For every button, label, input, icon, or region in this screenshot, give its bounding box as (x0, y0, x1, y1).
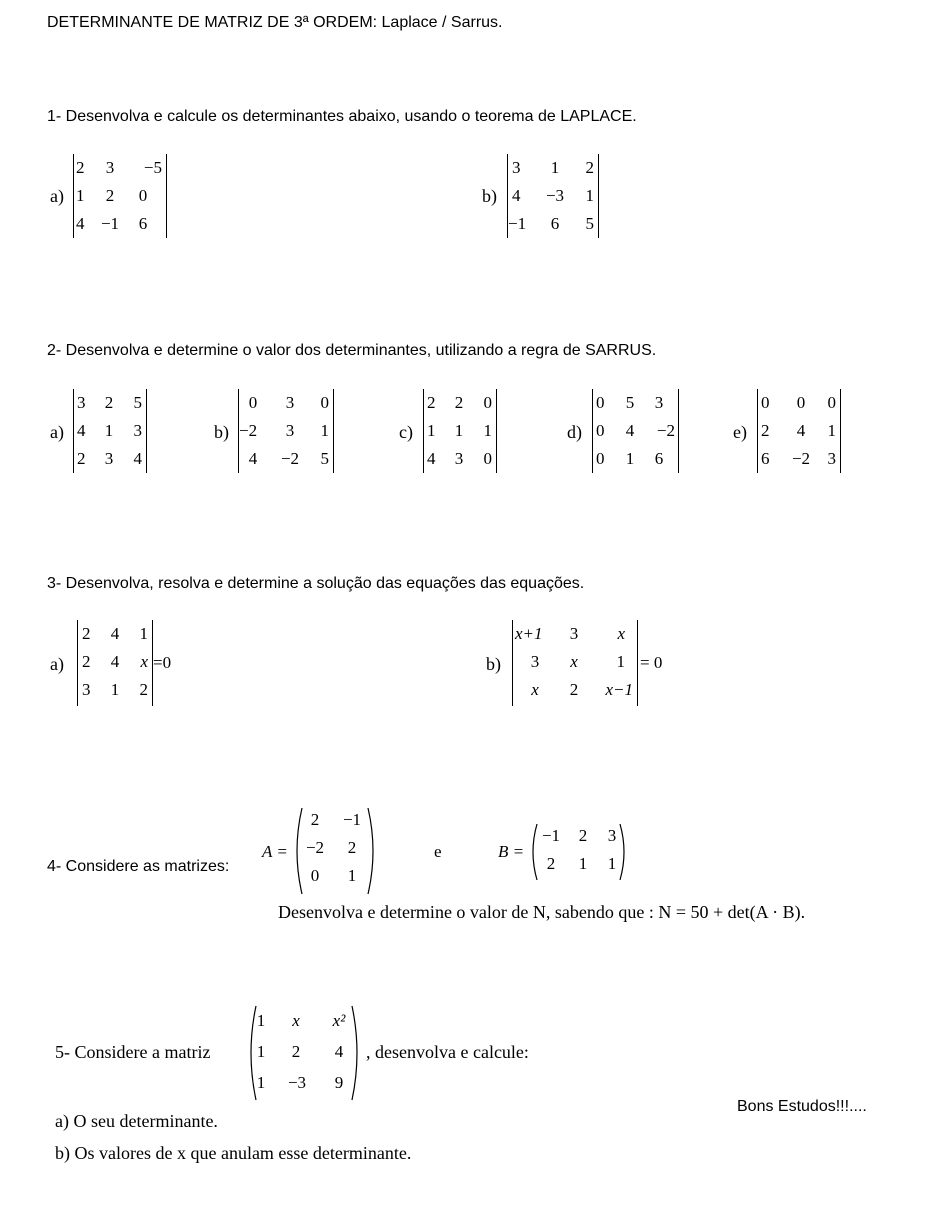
matrix-b-name: B = (498, 842, 525, 861)
matrix-cell: 3 (104, 449, 114, 468)
matrix-a (300, 806, 370, 890)
matrix-cell: 0 (483, 393, 492, 412)
matrix-q5 (254, 1007, 356, 1097)
matrix-cell: −3 (287, 1073, 307, 1092)
question-2-text: 2- Desenvolva e determine o valor dos determinantes, utilizando a regra de SARRUS. (47, 342, 657, 359)
matrix-cell: x (570, 652, 578, 671)
matrix-cell: x (292, 1011, 300, 1030)
matrix-cell: 2 (105, 186, 115, 205)
matrix-cell: x (617, 624, 625, 643)
matrix-cell: 1 (616, 652, 625, 671)
matrix-cell: −1 (100, 214, 120, 233)
matrix-cell: 4 (512, 186, 521, 205)
q3a-equals: =0 (153, 653, 172, 672)
matrix-cell: 0 (248, 393, 258, 412)
matrix-cell: 0 (761, 393, 770, 412)
matrix-cell: 1 (625, 449, 635, 468)
matrix-cell: 1 (347, 866, 357, 885)
matrix-cell: 2 (427, 393, 436, 412)
matrix-cell: 3 (827, 449, 836, 468)
matrix-cell: 2 (546, 854, 556, 873)
matrix-cell: 2 (291, 1042, 301, 1061)
matrix-cell: 0 (827, 393, 836, 412)
matrix-cell: 0 (596, 421, 605, 440)
matrix-cell: −3 (545, 186, 565, 205)
matrix-cell: 1 (827, 421, 836, 440)
matrix-cell: 4 (133, 449, 142, 468)
matrix-cell: −1 (342, 810, 362, 829)
matrix-cell: 6 (138, 214, 148, 233)
matrix-cell: 2 (578, 826, 588, 845)
matrix-cell: 5 (625, 393, 635, 412)
matrix-cell: 1 (76, 186, 85, 205)
q1b-label: b) (482, 186, 497, 206)
matrix-cell: 0 (320, 393, 329, 412)
matrix-cell: 1 (320, 421, 329, 440)
matrix-cell: 2 (761, 421, 770, 440)
matrix-cell: 4 (625, 421, 635, 440)
question-5-part-b: b) Os valores de x que anulam esse determinante. (55, 1143, 412, 1163)
matrix-cell: 4 (77, 421, 86, 440)
matrix-cell: x+1 (515, 624, 543, 643)
page-title: DETERMINANTE DE MATRIZ DE 3ª ORDEM: Laplace / Sarrus. (47, 14, 503, 31)
matrix-cell: 3 (454, 449, 464, 468)
matrix-cell: 2 (347, 838, 357, 857)
connector-e: e (434, 842, 442, 861)
matrix-cell: 3 (82, 680, 91, 699)
q3b-label: b) (486, 654, 501, 674)
q1b-determinant (507, 154, 599, 238)
q2c-label: c) (399, 422, 413, 442)
matrix-cell: −2 (656, 421, 675, 440)
matrix-cell: 1 (110, 680, 120, 699)
matrix-b (536, 822, 628, 878)
q3a-determinant (77, 620, 153, 706)
matrix-cell: 3 (607, 826, 617, 845)
matrix-cell: 9 (334, 1073, 344, 1092)
matrix-cell: 0 (596, 393, 605, 412)
matrix-cell: 1 (550, 158, 560, 177)
q2a-label: a) (50, 422, 64, 442)
matrix-cell: −1 (508, 214, 527, 233)
matrix-cell: 1 (139, 624, 148, 643)
matrix-cell: 2 (76, 158, 85, 177)
matrix-cell: 5 (585, 214, 594, 233)
matrix-cell: 3 (77, 393, 86, 412)
matrix-cell: −2 (239, 421, 258, 440)
matrix-cell: 2 (310, 810, 320, 829)
matrix-cell: 4 (427, 449, 436, 468)
matrix-cell: x (531, 680, 539, 699)
matrix-cell: 1 (483, 421, 492, 440)
matrix-cell: −5 (143, 158, 162, 177)
matrix-cell: 2 (82, 624, 91, 643)
matrix-cell: 0 (310, 866, 320, 885)
matrix-cell: 2 (454, 393, 464, 412)
matrix-cell: x² (332, 1011, 346, 1030)
q2d-label: d) (567, 422, 582, 442)
matrix-cell: −2 (280, 449, 300, 468)
question-5-intro: 5- Considere a matriz (55, 1042, 211, 1062)
matrix-cell: 1 (256, 1073, 266, 1092)
matrix-cell: 0 (596, 449, 605, 468)
matrix-cell: −1 (541, 826, 561, 845)
matrix-cell: 0 (796, 393, 806, 412)
matrix-cell: 4 (248, 449, 258, 468)
question-4-text: 4- Considere as matrizes: (47, 858, 230, 875)
matrix-cell: 4 (76, 214, 85, 233)
q3b-determinant (512, 620, 638, 706)
matrix-cell: 0 (138, 186, 148, 205)
matrix-cell: 5 (133, 393, 142, 412)
matrix-cell: 3 (285, 393, 295, 412)
matrix-cell: x−1 (605, 680, 633, 699)
q2b-label: b) (214, 422, 229, 442)
question-3-text: 3- Desenvolva, resolva e determine a solução das equações das equações. (47, 575, 585, 592)
question-4-instruction: Desenvolva e determine o valor de N, sabendo que : N = 50 + det(A · B). (278, 902, 806, 922)
matrix-cell: 3 (530, 652, 540, 671)
matrix-cell: 4 (334, 1042, 344, 1061)
matrix-cell: 1 (578, 854, 588, 873)
matrix-cell: 3 (654, 393, 664, 412)
matrix-cell: 3 (133, 421, 142, 440)
matrix-cell: 2 (139, 680, 148, 699)
matrix-cell: 6 (550, 214, 560, 233)
q3a-label: a) (50, 654, 64, 674)
q2a-determinant (73, 389, 147, 473)
matrix-a-name: A = (262, 842, 288, 861)
right-paren-icon (618, 822, 630, 882)
matrix-cell: 1 (256, 1042, 266, 1061)
question-5-part-a: a) O seu determinante. (55, 1111, 218, 1131)
matrix-cell: 1 (104, 421, 114, 440)
matrix-cell: 4 (110, 624, 120, 643)
matrix-cell: 3 (105, 158, 115, 177)
q1a-determinant (73, 154, 167, 238)
footer-note: Bons Estudos!!!.... (737, 1098, 867, 1115)
right-paren-icon (366, 806, 380, 896)
q2d-determinant (592, 389, 679, 473)
q1a-label: a) (50, 186, 64, 206)
q2c-determinant (423, 389, 497, 473)
matrix-cell: 6 (654, 449, 664, 468)
matrix-cell: 1 (454, 421, 464, 440)
matrix-cell: x (140, 652, 148, 671)
matrix-cell: 1 (585, 186, 594, 205)
matrix-cell: 3 (285, 421, 295, 440)
matrix-cell: 6 (761, 449, 770, 468)
matrix-cell: 2 (585, 158, 594, 177)
question-1-text: 1- Desenvolva e calcule os determinantes abaixo, usando o teorema de LAPLACE. (47, 108, 637, 125)
right-paren-icon (350, 1004, 364, 1102)
matrix-cell: 4 (110, 652, 120, 671)
matrix-cell: 1 (427, 421, 436, 440)
q2b-determinant (238, 389, 334, 473)
matrix-cell: 1 (607, 854, 617, 873)
matrix-cell: 5 (320, 449, 329, 468)
q3b-equals: = 0 (640, 653, 663, 672)
q2e-label: e) (733, 422, 747, 442)
matrix-cell: 2 (82, 652, 91, 671)
matrix-cell: −2 (791, 449, 811, 468)
matrix-cell: 2 (569, 680, 579, 699)
matrix-cell: 3 (569, 624, 579, 643)
question-5-after: , desenvolva e calcule: (366, 1042, 529, 1062)
matrix-cell: 2 (104, 393, 114, 412)
matrix-cell: 1 (256, 1011, 266, 1030)
matrix-cell: 4 (796, 421, 806, 440)
matrix-cell: −2 (305, 838, 325, 857)
matrix-cell: 3 (512, 158, 521, 177)
matrix-cell: 0 (483, 449, 492, 468)
matrix-cell: 2 (77, 449, 86, 468)
q2e-determinant (757, 389, 841, 473)
